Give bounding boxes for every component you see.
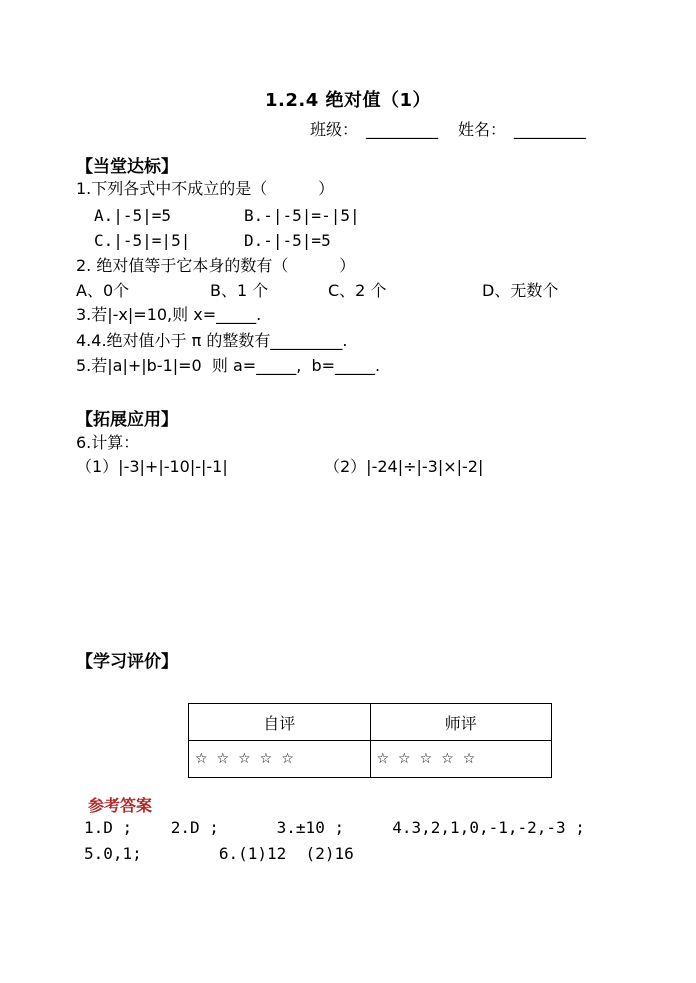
question-4: 4.4.绝对值小于 π 的整数有_________.	[76, 331, 348, 350]
question-6-part-2: （2）|-24|÷|-3|×|-2|	[324, 457, 484, 476]
question-2-option-c: C、2 个	[328, 281, 387, 300]
evaluation-table	[188, 703, 552, 778]
question-2: 2. 绝对值等于它本身的数有（ ）	[76, 256, 356, 275]
name-blank: _________	[514, 120, 586, 139]
teacher-evaluation-header: 师评	[370, 704, 552, 741]
question-2-option-d: D、无数个	[482, 281, 559, 300]
question-1-option-d: D.-|-5|=5	[244, 231, 331, 250]
answers-line-2: 5.0,1; 6.(1)12 (2)16	[84, 844, 354, 863]
page-title: 1.2.4 绝对值（1）	[264, 90, 432, 111]
question-6: 6.计算：	[76, 433, 140, 452]
evaluation-header-row	[189, 704, 552, 741]
question-1-option-c: C.|-5|=|5|	[94, 231, 191, 250]
self-evaluation-stars[interactable]: ☆☆☆☆☆	[189, 741, 371, 778]
evaluation-stars-row	[189, 741, 552, 778]
class-blank: _________	[366, 120, 438, 139]
question-6-part-1: （1）|-3|+|-10|-|-1|	[76, 457, 228, 476]
name-label: 姓名：	[458, 120, 507, 139]
self-evaluation-header: 自评	[189, 704, 371, 741]
question-1-option-b: B.-|-5|=-|5|	[244, 206, 360, 225]
section-practice-heading: 【当堂达标】	[76, 157, 178, 177]
question-1-option-a: A.|-5|=5	[94, 206, 172, 225]
question-2-option-a: A、0个	[76, 281, 130, 300]
section-evaluation-heading: 【学习评价】	[76, 652, 178, 672]
question-3: 3.若|-x|=10,则 x=_____.	[76, 305, 262, 324]
teacher-evaluation-stars[interactable]: ☆☆☆☆☆	[370, 741, 552, 778]
question-2-option-b: B、1 个	[210, 281, 269, 300]
question-5: 5.若|a|+|b-1|=0 则 a=_____, b=_____.	[76, 356, 381, 375]
answers-line-1: 1.D ; 2.D ; 3.±10 ; 4.3,2,1,0,-1,-2,-3 ;	[84, 818, 585, 837]
answers-heading: 参考答案	[88, 796, 153, 815]
class-label: 班级：	[310, 120, 359, 139]
question-1: 1.下列各式中不成立的是（ ）	[76, 179, 335, 198]
section-extend-heading: 【拓展应用】	[76, 410, 178, 430]
